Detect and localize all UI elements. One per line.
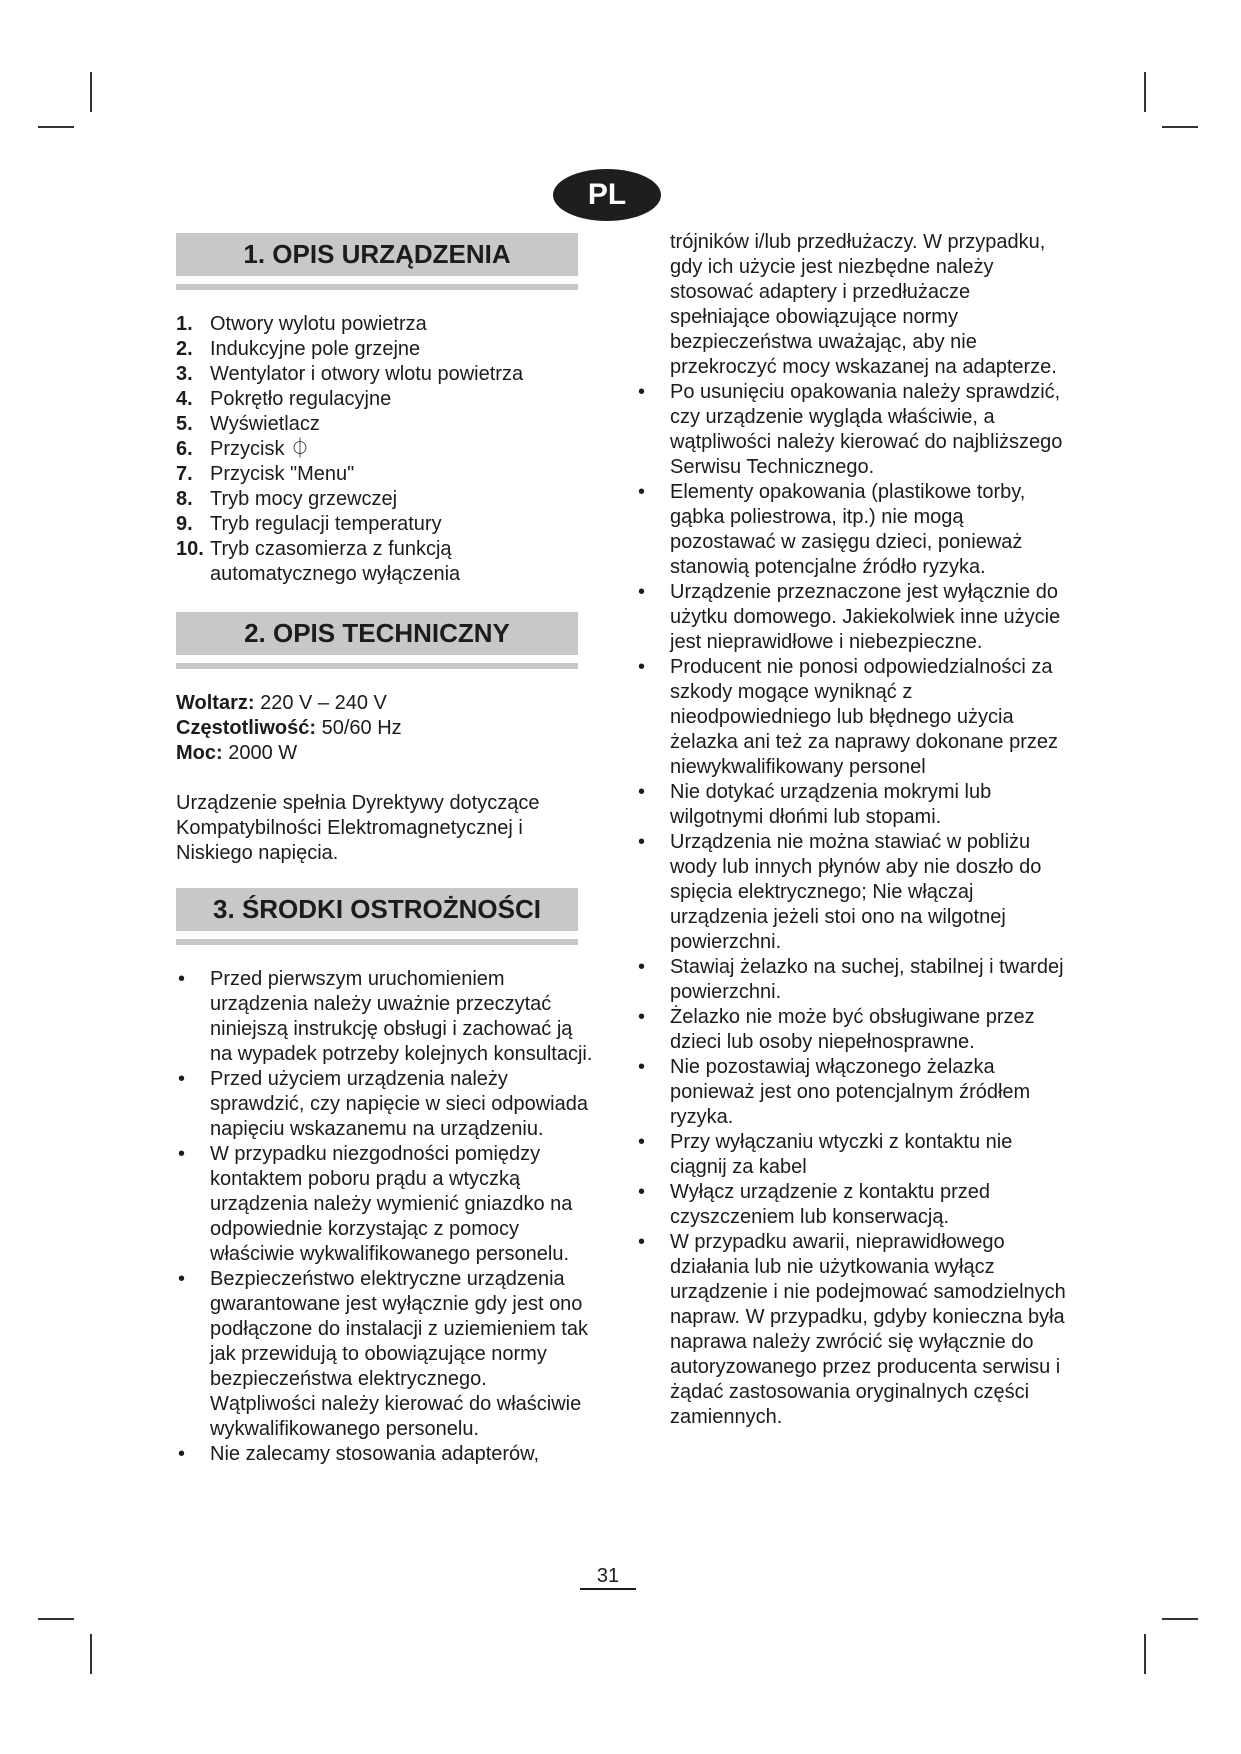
list-item: • Urządzenia nie można stawiać w pobliżu wody lub innych płynów aby nie doszło do spięcia elektrycznego; Nie włączaj urządzenia jeżeli stoi ono na wilgotnej powierzchni. xyxy=(638,831,1042,953)
heading-rule xyxy=(176,284,578,290)
bullet-icon: • xyxy=(638,1131,646,1153)
list-item: • Elementy opakowania (plastikowe torby, gąbka poliestrowa, itp.) nie mogą pozostawać w zasięgu dzieci, ponieważ stanowią potencjalne źródło ryzyka. xyxy=(638,481,1026,578)
precautions-list-left xyxy=(176,967,596,1467)
list-item: • W przypadku awarii, nieprawidłowego działania lub nie użytkowania wyłącz urządzenie i nie podejmować samodzielnych napraw. W przypadku, gdyby konieczna była naprawa należy zwrócić się wyłącznie do autoryzowanego przez producenta serwisu i żądać zastosowania oryginalnych części zamiennych. xyxy=(638,1231,1066,1428)
compliance-note: Urządzenie spełnia Dyrektywy dotyczące Kompatybilności Elektromagnetycznej i Niskiego napięcia. xyxy=(176,792,540,864)
heading-rule xyxy=(176,939,578,945)
crop-mark xyxy=(90,72,92,112)
section-device-description xyxy=(176,233,596,587)
crop-mark xyxy=(90,1634,92,1674)
list-item: 5. Wyświetlacz xyxy=(176,413,320,435)
list-item: • Wyłącz urządzenie z kontaktu przed czyszczeniem lub konserwacją. xyxy=(638,1181,990,1228)
language-badge: PL xyxy=(553,169,661,221)
list-item: • Nie pozostawiaj włączonego żelazka ponieważ jest ono potencjalnym źródłem ryzyka. xyxy=(638,1056,1031,1128)
list-item: 10. Tryb czasomierza z funkcją automatycznego wyłączenia xyxy=(176,538,461,585)
spec-power: Moc: 2000 W xyxy=(176,742,298,764)
list-item: 1. Otwory wylotu powietrza xyxy=(176,313,427,335)
bullet-icon: • xyxy=(178,1268,186,1290)
spec-voltage: Woltarz: 220 V – 240 V xyxy=(176,692,387,714)
list-item: • Przed pierwszym uruchomieniem urządzenia należy uważnie przeczytać niniejszą instrukcję obsługi i zachować ją na wypadek potrzeby kolejnych konsultacji. xyxy=(178,968,593,1065)
left-column xyxy=(176,233,596,1467)
list-item: • Po usunięciu opakowania należy sprawdzić, czy urządzenie wygląda właściwie, a wątpliwości należy kierować do najbliższego Serwisu Technicznego. xyxy=(638,381,1063,478)
list-item: • Przy wyłączaniu wtyczki z kontaktu nie ciągnij za kabel xyxy=(638,1131,1013,1178)
list-item: • Nie zalecamy stosowania adapterów, xyxy=(178,1443,540,1465)
bullet-icon: • xyxy=(638,781,646,803)
crop-mark xyxy=(1162,1618,1198,1620)
bullet-icon: • xyxy=(638,831,646,853)
list-item: 9. Tryb regulacji temperatury xyxy=(176,513,442,535)
bullet-icon: • xyxy=(178,1443,186,1465)
spec-frequency: Częstotliwość: 50/60 Hz xyxy=(176,717,402,739)
list-item: • W przypadku niezgodności pomiędzy kontaktem poboru prądu a wtyczką urządzenia należy wymienić gniazdko na odpowiednie korzystając z pomocy właściwie wykwalifikowanego personelu. xyxy=(178,1143,573,1265)
precautions-list-right xyxy=(636,380,1066,1430)
section-technical-description xyxy=(176,612,596,866)
bullet-icon: • xyxy=(638,1231,646,1253)
bullet-icon: • xyxy=(638,1056,646,1078)
list-item: 8. Tryb mocy grzewczej xyxy=(176,488,398,510)
bullet-icon: • xyxy=(638,381,646,403)
crop-mark xyxy=(38,126,74,128)
list-item: 2. Indukcyjne pole grzejne xyxy=(176,338,421,360)
bullet-icon: • xyxy=(638,1006,646,1028)
bullet-icon: • xyxy=(638,581,646,603)
spec-list xyxy=(176,691,596,766)
list-item: • Urządzenie przeznaczone jest wyłącznie do użytku domowego. Jakiekolwiek inne użycie jest nieprawidłowe i niebezpieczne. xyxy=(638,581,1061,653)
heading-rule xyxy=(176,663,578,669)
continued-text: trójników i/lub przedłużaczy. W przypadku, gdy ich użycie jest niezbędne należy stosować adaptery i przedłużacze spełniające obowiązujące normy bezpieczeństwa uważając, aby nie przekroczyć mocy wskazanej na adapterze. xyxy=(670,231,1057,378)
bullet-icon: • xyxy=(178,968,186,990)
bullet-icon: • xyxy=(638,481,646,503)
bullet-icon: • xyxy=(638,956,646,978)
page-number: 31 xyxy=(580,1564,636,1590)
right-column xyxy=(636,230,1066,1430)
bullet-icon: • xyxy=(178,1068,186,1090)
list-item: • Żelazko nie może być obsługiwane przez dzieci lub osoby niepełnosprawne. xyxy=(638,1006,1035,1053)
crop-mark xyxy=(1162,126,1198,128)
list-item: • Nie dotykać urządzenia mokrymi lub wilgotnymi dłońmi lub stopami. xyxy=(638,781,992,828)
list-item: • Producent nie ponosi odpowiedzialności za szkody mogące wyniknąć z nieodpowiedniego lub błędnego użycia żelazka ani też za naprawy dokonane przez niewykwalifikowany personel xyxy=(638,656,1059,778)
list-item: • Przed użyciem urządzenia należy sprawdzić, czy napięcie w sieci odpowiada napięciu wskazanemu na urządzeniu. xyxy=(178,1068,588,1140)
bullet-icon: • xyxy=(178,1143,186,1165)
section-heading: 1. OPIS URZĄDZENIA xyxy=(176,233,578,276)
section-heading: 3. ŚRODKI OSTROŻNOŚCI xyxy=(176,888,578,931)
bullet-icon: • xyxy=(638,656,646,678)
crop-mark xyxy=(38,1618,74,1620)
bullet-icon: • xyxy=(638,1181,646,1203)
list-item: 3. Wentylator i otwory wlotu powietrza xyxy=(176,363,524,385)
parts-list xyxy=(176,312,596,587)
crop-mark xyxy=(1144,1634,1146,1674)
list-item: 4. Pokrętło regulacyjne xyxy=(176,388,392,410)
crop-mark xyxy=(1144,72,1146,112)
section-precautions xyxy=(176,888,596,1467)
list-item: • Stawiaj żelazko na suchej, stabilnej i twardej powierzchni. xyxy=(638,956,1064,1003)
section-heading: 2. OPIS TECHNICZNY xyxy=(176,612,578,655)
list-item: 6. Przycisk ⏀ xyxy=(176,438,310,460)
list-item: 7. Przycisk "Menu" xyxy=(176,463,355,485)
list-item: • Bezpieczeństwo elektryczne urządzenia gwarantowane jest wyłącznie gdy jest ono podłączone do instalacji z uziemieniem tak jak przewidują to obowiązujące normy bezpieczeństwa elektrycznego. Wątpliwości należy kierować do właściwie wykwalifikowanego personelu. xyxy=(178,1268,588,1440)
